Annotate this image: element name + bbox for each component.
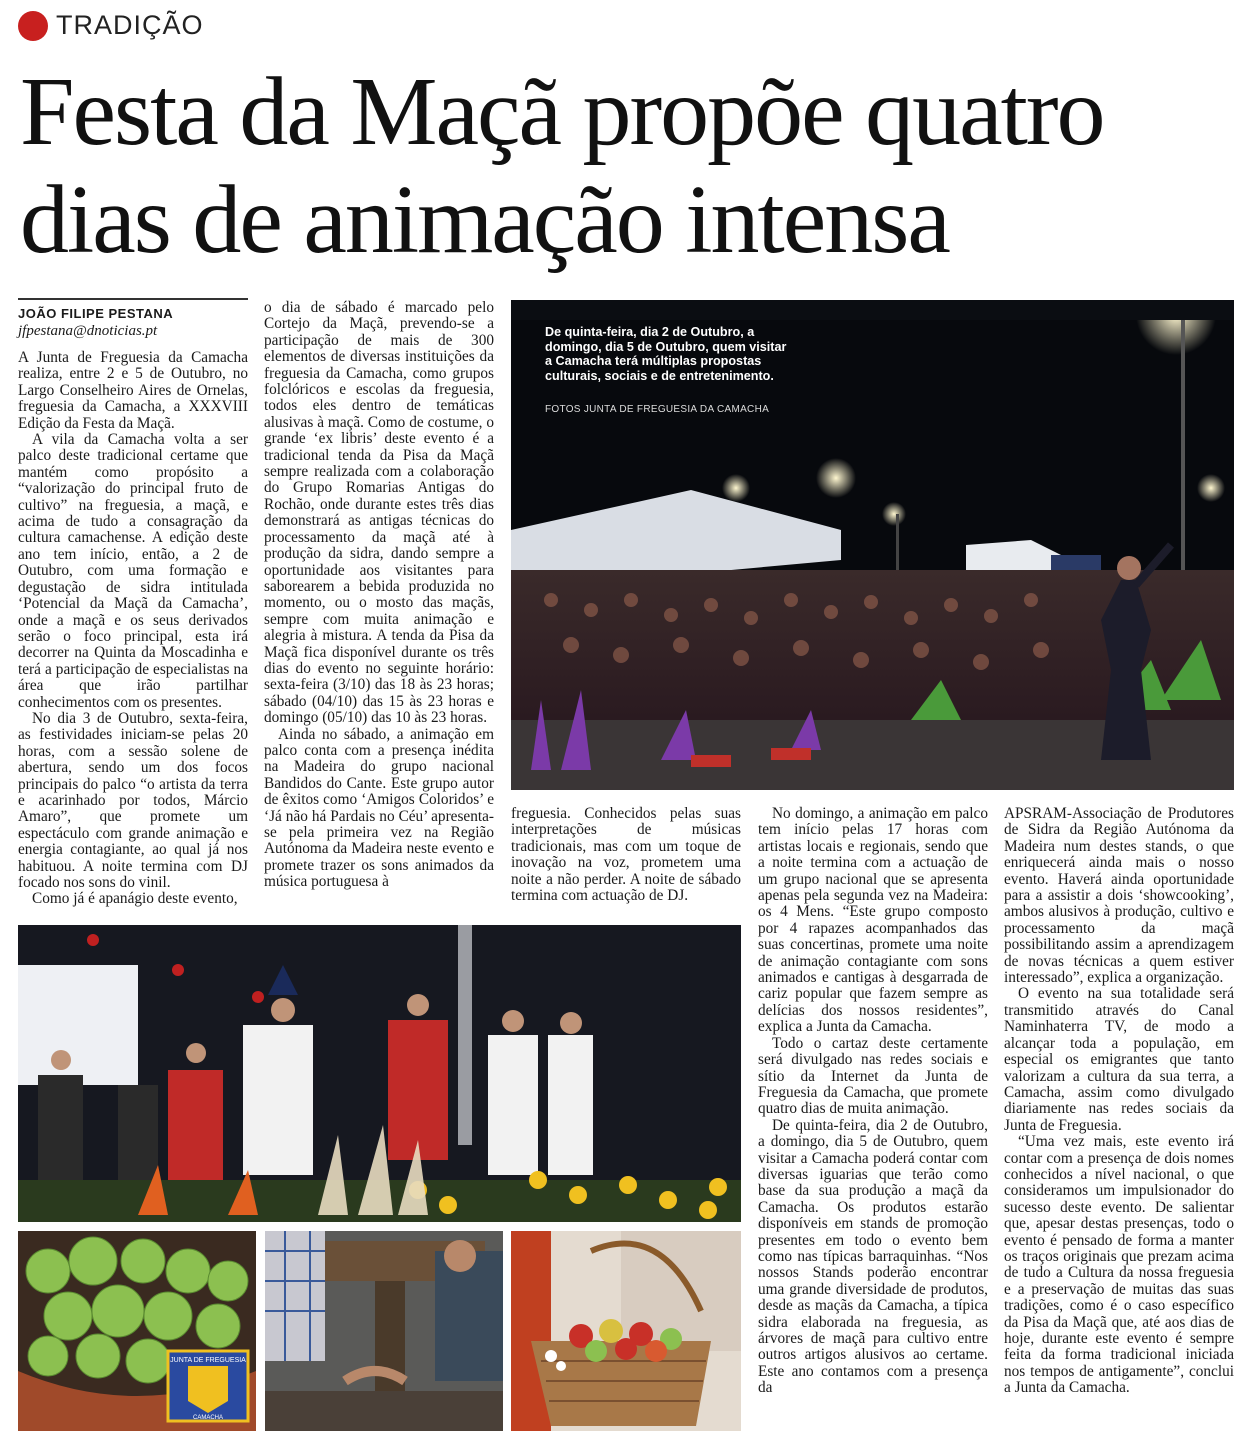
apple-basket-photo [511,1231,741,1431]
apples-photo [18,1231,256,1431]
section-tag [18,10,204,41]
paragraph: freguesia. Conhecidos pelas suas interpretações de músicas tradicionais, mas com um toque de inovação na voz, prometem uma noite a não perder. A noite de sábado termina com actuação de DJ. [511,806,741,905]
author-email[interactable]: jfpestana@dnoticias.pt [18,323,158,339]
folk-dance-photo [18,925,741,1222]
photo-caption: De quinta-feira, dia 2 de Outubro, a domingo, dia 5 de Outubro, quem visitar a Camacha terá múltiplas propostas culturais, sociais e de entretenimento. [545,325,787,383]
badge-text: CAMACHA [192,1415,224,1421]
paragraph: No dia 3 de Outubro, sexta-feira, as festividades iniciam-se pelas 20 horas, com a sessão solene de abertura, sendo um dos focos principais do palco “o artista da terra e acarinhado por todos, Márcio Amaro”, que promete um espectáculo com grande animação e energia contagiante, ao qual já nos habituou. A noite termina com DJ focado nos sons do vinil. [18,709,248,891]
paragraph: A vila da Camacha volta a ser palco deste tradicional certame que mantém como propósito a “valorização do principal fruto de cultivo” na freguesia, a maçã, e acima de tudo a consagração da cultura camachense. A edição deste ano tem início, então, a 2 de Outubro, com uma formação e degustação de sidra intitulada ‘Potencial da Maçã da Camacha’, onde a maçã e os seus derivados serão o foco principal, esta irá decorrer na Quinta da Moscadinha e terá a participação de especialistas na área que irão partilhar conhecimentos com os presentes. [18,431,248,711]
byline [18,298,248,340]
paragraph: Como já é apanágio deste evento, [32,890,238,908]
apple-press-photo [265,1231,503,1431]
paragraph: Ainda no sábado, a animação em palco conta com a presença inédita na Madeira do grupo nacional Bandidos do Cante. Este grupo autor de êxitos como ‘Amigos Coloridos’ e ‘Já não há Pardais no Céu’ apresenta-se pela primeira vez na Região Autónoma da Madeira neste evento e promete trazer os sons animados da música portuguesa à [264,725,494,891]
photo-credit: FOTOS JUNTA DE FREGUESIA DA CAMACHA [545,404,770,415]
section-label: TRADIÇÃO [56,10,204,40]
paragraph: APSRAM-Associação de Produtores de Sidra da Região Autónoma da Madeira num destes stands, o que enriquecerá ainda mais o nosso evento. Haverá ainda oportunidade para a assistir a dois ‘showcooking’, ambos alusivos à produção, cultivo e processamento da maçã possibilitando assim a aprendizagem de novas técnicas a quem estiver interessado”, explica a organização. [1004,806,1234,987]
paragraph: Todo o cartaz deste certamente será divulgado nas redes sociais e sítio da Internet da Junta de Freguesia da Camacha, que promete quatro dias de muita animação. [758,1034,988,1118]
article-column-5 [1004,806,1234,1430]
article-column-2 [264,300,494,912]
paragraph: o dia de sábado é marcado pelo Cortejo da Maçã, prevendo-se a participação de mais de 300 elementos de diversas instituições da freguesia da Camacha, como grupos folclóricos e escolas da freguesia, todos eles dentro de temáticas alusivas à maçã. Como de costume, o grande ‘ex libris’ deste evento é a tradicional tenda da Pisa da Maçã sempre realizada com a colaboração do Grupo Romarias Antigas do Rochão, onde durante estes três dias demonstrará as antigas técnicas do processamento da maçã até à produção da sidra, dando sempre a oportunidade aos visitantes para saborearem a bebida produzida no momento, ou o mosto das maçãs, sempre com muita animação e alegria à mistura. A tenda da Pisa da Maçã fica disponível durante os três dias do evento no seguinte horário: sexta-feira (3/10) das 18 às 23 horas; sábado (04/10) das 15 às 23 horas e domingo (05/10) das 10 às 23 horas. [264,300,494,727]
author-name: JOÃO FILIPE PESTANA [18,306,174,321]
headline-line-2: dias de animação intensa [20,166,949,274]
article-column-4 [758,806,988,1430]
article-column-3 [511,806,741,910]
paragraph: A Junta de Freguesia da Camacha realiza, entre 2 e 5 de Outubro, no Largo Conselheiro Aires de Ornelas, freguesia da Camacha, a XXXVIII Edição da Festa da Maçã. [18,350,248,432]
paragraph: No domingo, a animação em palco tem início pelas 17 horas com artistas locais e regionais, sendo que a noite termina com a actuação de um grupo nacional que se apresenta apenas pela segunda vez na Madeira: os 4 Mens. “Este grupo composto por 4 rapazes acompanhados das suas concertinas, promete uma noite de animação contagiante com sons animados e cantigas à desgarrada de cariz popular que fazem sempre as delícias dos nossos residentes”, explica a Junta da Camacha. [758,806,988,1036]
section-dot-icon [18,11,48,41]
paragraph: De quinta-feira, dia 2 de Outubro, a domingo, dia 5 de Outubro, quem visitar a Camacha poderá contar com diversas iguarias que terão como base da sua produção a maçã da Camacha. Os produtos estarão disponíveis em stands de promoção presentes em todo o evento bem como nas típicas barraquinhas. “Nos nossos Stands poderão encontrar uma grande diversidade de produtos, desde as maçãs da Camacha, a típica sidra elaborada na freguesia, as árvores de maçã para cultivo entre outros artigos alusivos ao certame. Este ano contamos com a presença da [758,1116,988,1397]
badge-text: JUNTA DE FREGUESIA [170,1357,246,1364]
headline-line-1: Festa da Maçã propõe quatro [20,58,1104,166]
article-column-1 [18,350,248,910]
paragraph: “Uma vez mais, este evento irá contar com a presença de dois nomes conhecidos a nível nacional, o que consideramos um impulsionador do sucesso deste evento. De salientar que, apesar destas presenças, todo o evento é pensado de forma a manter os traços originais que prezam acima de tudo a Cultura da nossa freguesia e a preservação de muitas das suas tradições, como é o caso específico da Pisa da Maçã que, até aos dias de hoje, durante este evento é sempre feita da forma tradicional iniciada nos tempos de antigamente”, conclui a Junta da Camacha. [1004,1133,1234,1397]
paragraph: O evento na sua totalidade será transmitido através do Canal Naminhaterra TV, de modo a alcançar toda a população, em especial os emigrantes que tanto valorizam a cultura da sua terra, a Camacha, assim como divulgado diariamente nas redes sociais da Junta de Freguesia. [1004,985,1234,1134]
headline [20,58,1240,274]
